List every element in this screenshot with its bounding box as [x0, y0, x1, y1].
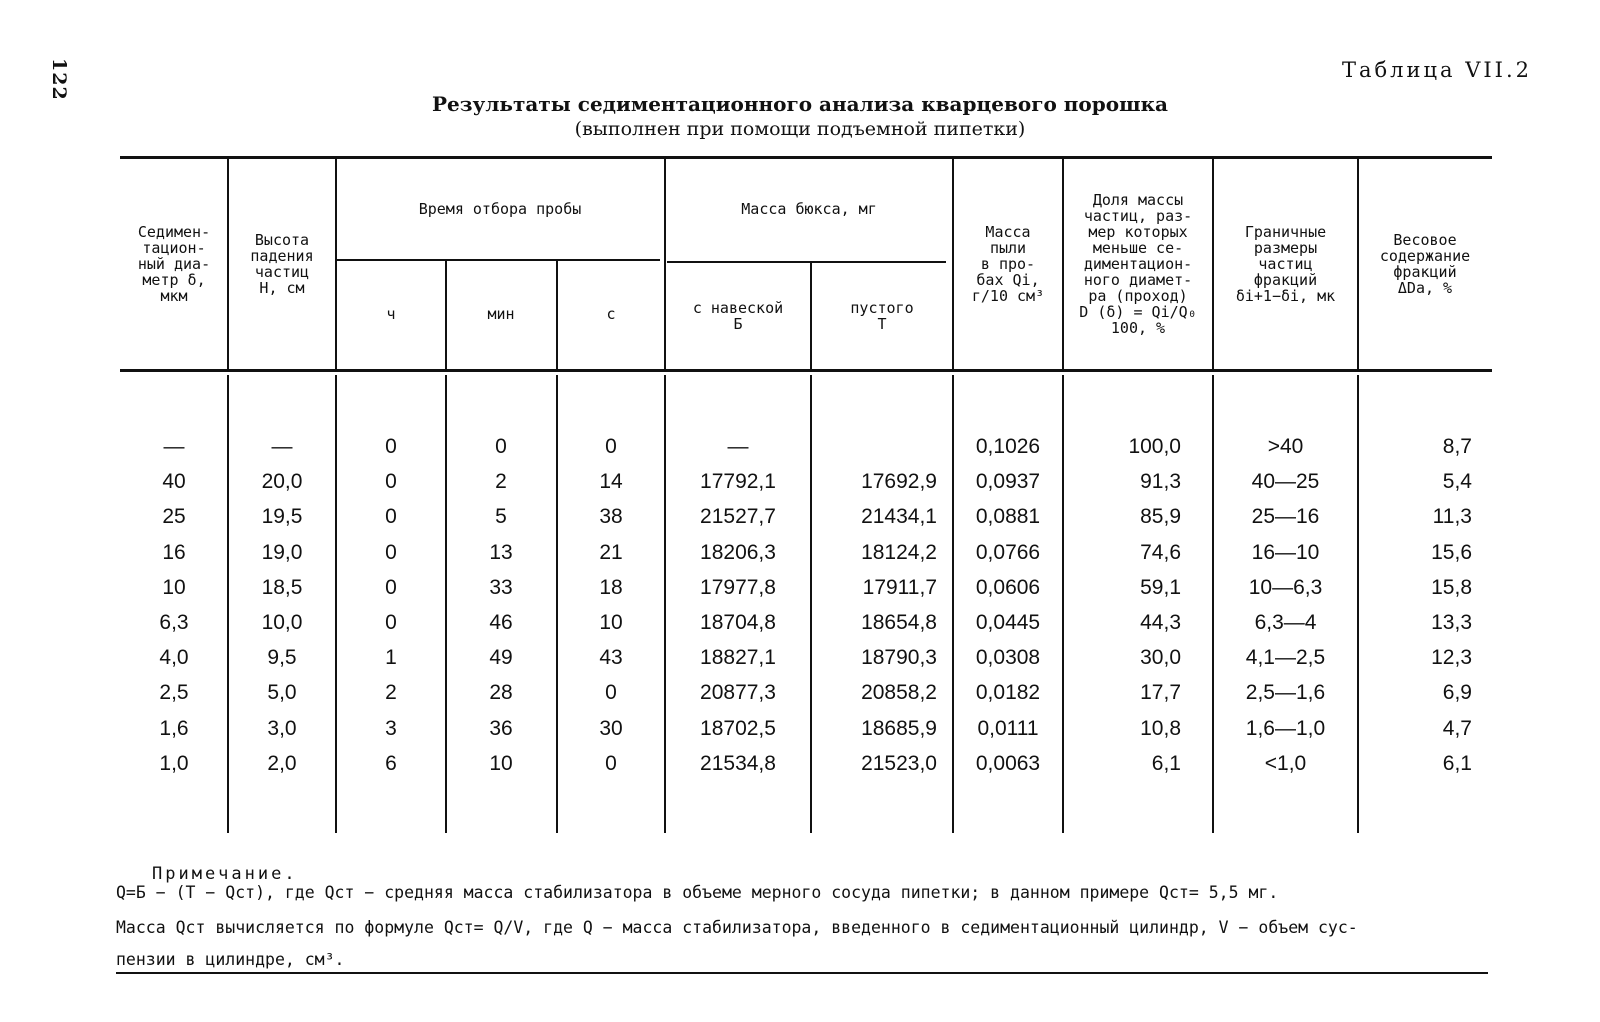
header-weight-content: Весовое содержание фракций ΔDa, % [1379, 231, 1471, 297]
body-divider [952, 375, 954, 833]
cell-minutes: 36 [489, 716, 513, 740]
cell-boundaries: 10—6,3 [1248, 575, 1323, 599]
cell-boundaries: 25—16 [1251, 505, 1320, 529]
cell-height: 10,0 [261, 611, 303, 634]
cell-height: 9,5 [267, 646, 297, 670]
cell-with-sample: 21534,8 [700, 751, 776, 775]
body-divider [1357, 375, 1359, 833]
cell-height: 19,0 [261, 540, 303, 564]
cell-dust-mass: 0,0445 [975, 611, 1041, 634]
cell-boundaries: 2,5—1,6 [1245, 681, 1326, 705]
header-divider [1062, 156, 1064, 369]
cell-diameter: 1,6 [159, 716, 189, 740]
cell-dust-mass: 0,0063 [975, 751, 1041, 775]
cell-dust-mass: 0,0111 [977, 716, 1039, 740]
cell-height: 3,0 [267, 716, 297, 740]
cell-weight-content: 4,7 [1442, 716, 1472, 740]
table-top-rule [120, 156, 1492, 159]
cell-with-sample: 21527,7 [700, 505, 776, 529]
body-divider [1062, 375, 1064, 833]
cell-fraction-share: 85,9 [1140, 505, 1181, 529]
cell-fraction-share: 91,3 [1140, 470, 1181, 494]
cell-boundaries: 6,3—4 [1254, 611, 1317, 634]
cell-minutes: 49 [489, 646, 513, 670]
header-divider [664, 156, 666, 369]
cell-empty: 17911,7 [862, 575, 937, 599]
cell-weight-content: 15,6 [1431, 540, 1472, 564]
body-divider [664, 375, 666, 833]
cell-weight-content: 6,1 [1442, 751, 1472, 775]
cell-empty: 18654,8 [861, 611, 937, 634]
cell-boundaries: 40—25 [1251, 470, 1320, 494]
cell-dust-mass: 0,0766 [975, 540, 1041, 564]
cell-hours: 3 [385, 716, 397, 740]
header-boundaries: Граничные размеры частиц фракций δi+1−δi, мк [1235, 223, 1336, 305]
cell-minutes: 46 [489, 611, 513, 634]
header-divider [952, 156, 954, 369]
cell-dust-mass: 0,0308 [975, 646, 1041, 670]
cell-empty: 21434,1 [861, 505, 937, 529]
header-with-sample: с навеской Б [692, 299, 784, 333]
cell-diameter: 6,3 [159, 611, 189, 634]
header-divider [1357, 156, 1359, 369]
body-divider [810, 375, 812, 833]
mass-group-rule [667, 261, 946, 263]
cell-height: 5,0 [267, 681, 297, 705]
note-line-3: пензии в цилиндре, см³. [116, 950, 345, 969]
cell-boundaries: 16—10 [1251, 540, 1320, 564]
cell-hours: 2 [385, 681, 397, 705]
table-subtitle: (выполнен при помощи подъемной пипетки) [574, 118, 1026, 140]
cell-minutes: 28 [489, 681, 513, 705]
cell-fraction-share: 74,6 [1140, 540, 1181, 564]
header-divider [445, 261, 447, 369]
cell-fraction-share: 100,0 [1128, 435, 1181, 458]
cell-height: — [271, 435, 293, 458]
header-seconds: с [606, 305, 616, 323]
cell-diameter: — [163, 435, 185, 458]
cell-empty: 18124,2 [861, 540, 937, 564]
cell-height: 2,0 [267, 751, 297, 775]
cell-weight-content: 6,9 [1442, 681, 1472, 705]
header-diameter: Седимен- тацион- ный диа- метр δ, мкм [137, 223, 211, 305]
cell-minutes: 10 [489, 751, 513, 775]
cell-with-sample: 17977,8 [700, 575, 776, 599]
header-height: Высота падения частиц H, см [250, 231, 314, 297]
cell-weight-content: 5,4 [1442, 470, 1472, 494]
cell-hours: 1 [385, 646, 397, 670]
cell-diameter: 25 [162, 505, 186, 529]
cell-hours: 0 [385, 470, 397, 494]
cell-fraction-share: 59,1 [1140, 575, 1181, 599]
cell-empty: 17692,9 [861, 470, 937, 494]
cell-minutes: 13 [489, 540, 513, 564]
cell-boundaries: <1,0 [1264, 751, 1307, 775]
table-bottom-rule [116, 972, 1488, 974]
body-divider [556, 375, 558, 833]
table-label: Таблица VII.2 [1342, 58, 1532, 82]
cell-dust-mass: 0,0881 [975, 505, 1041, 529]
cell-seconds: 0 [605, 751, 617, 775]
cell-fraction-share: 6,1 [1151, 751, 1181, 775]
cell-dust-mass: 0,0182 [975, 681, 1041, 705]
header-empty: пустого Т [850, 299, 914, 333]
cell-fraction-share: 30,0 [1140, 646, 1181, 670]
cell-seconds: 0 [605, 435, 617, 458]
cell-empty: 18685,9 [861, 716, 937, 740]
cell-fraction-share: 10,8 [1140, 716, 1181, 740]
cell-diameter: 1,0 [159, 751, 189, 775]
cell-dust-mass: 0,1026 [975, 435, 1041, 458]
cell-diameter: 2,5 [159, 681, 189, 705]
header-fraction-share: Доля массы частиц, раз- мер которых меньше се- диментацион- ного диамет- ра (проход) D (δ) = Qi/Q₀ 100, % [1079, 191, 1197, 337]
cell-weight-content: 15,8 [1431, 575, 1472, 599]
cell-seconds: 14 [599, 470, 623, 494]
cell-hours: 0 [385, 505, 397, 529]
time-group-rule [337, 259, 660, 261]
cell-hours: 0 [385, 540, 397, 564]
body-divider [1212, 375, 1214, 833]
header-divider [1212, 156, 1214, 369]
cell-dust-mass: 0,0606 [975, 575, 1041, 599]
cell-hours: 0 [385, 575, 397, 599]
cell-empty: 21523,0 [861, 751, 937, 775]
cell-seconds: 43 [599, 646, 623, 670]
cell-height: 20,0 [261, 470, 303, 494]
cell-with-sample: 18704,8 [700, 611, 776, 634]
cell-minutes: 0 [495, 435, 507, 458]
cell-minutes: 33 [489, 575, 513, 599]
header-divider [810, 263, 812, 369]
cell-weight-content: 12,3 [1431, 646, 1472, 670]
cell-with-sample: 18827,1 [700, 646, 776, 670]
cell-seconds: 10 [599, 611, 623, 634]
cell-weight-content: 8,7 [1442, 435, 1472, 458]
cell-boundaries: 4,1—2,5 [1245, 646, 1326, 670]
cell-seconds: 21 [599, 540, 623, 564]
cell-empty: 18790,3 [861, 646, 937, 670]
cell-with-sample: 18206,3 [700, 540, 776, 564]
cell-hours: 0 [385, 435, 397, 458]
body-divider [445, 375, 447, 833]
header-divider [227, 156, 229, 369]
cell-hours: 6 [385, 751, 397, 775]
table-title: Результаты седиментационного анализа кварцевого порошка [432, 92, 1168, 116]
cell-diameter: 10 [162, 575, 186, 599]
cell-fraction-share: 17,7 [1140, 681, 1181, 705]
cell-hours: 0 [385, 611, 397, 634]
header-hours: ч [386, 305, 396, 323]
cell-height: 19,5 [261, 505, 303, 529]
header-bottom-rule [120, 369, 1492, 372]
cell-diameter: 40 [162, 470, 186, 494]
cell-weight-content: 13,3 [1431, 611, 1472, 634]
header-mass-group: Масса бюкса, мг [741, 200, 877, 218]
body-divider [335, 375, 337, 833]
cell-dust-mass: 0,0937 [975, 470, 1041, 494]
cell-with-sample: 20877,3 [700, 681, 776, 705]
header-dust-mass: Масса пыли в про- бах Qi, г/10 см³ [971, 223, 1045, 305]
cell-boundaries: >40 [1267, 435, 1304, 458]
header-divider [335, 156, 337, 369]
header-time-group: Время отбора пробы [418, 200, 582, 218]
cell-minutes: 5 [495, 505, 507, 529]
cell-boundaries: 1,6—1,0 [1245, 716, 1326, 740]
cell-with-sample: 18702,5 [700, 716, 776, 740]
header-minutes: мин [487, 305, 515, 323]
page-number: 122 [48, 58, 70, 101]
cell-diameter: 4,0 [159, 646, 189, 670]
cell-empty: 20858,2 [861, 681, 937, 705]
note-line-2: Масса Qст вычисляется по формуле Qст= Q/V, где Q − масса стабилизатора, введенного в седиментационный цилиндр, V − объем сус- [116, 918, 1358, 937]
cell-seconds: 30 [599, 716, 623, 740]
body-divider [227, 375, 229, 833]
note-line-1: Q=Б − (Т − Qст), где Qст − средняя масса стабилизатора в объеме мерного сосуда пипетки; в данном примере Qст= 5,5 мг. [116, 883, 1279, 902]
cell-weight-content: 11,3 [1432, 505, 1472, 529]
cell-empty [813, 432, 937, 462]
header-divider [556, 261, 558, 369]
cell-minutes: 2 [495, 470, 507, 494]
cell-with-sample: — [727, 435, 749, 458]
cell-fraction-share: 44,3 [1140, 611, 1181, 634]
cell-seconds: 18 [599, 575, 623, 599]
cell-with-sample: 17792,1 [700, 470, 776, 494]
cell-diameter: 16 [162, 540, 186, 564]
cell-height: 18,5 [261, 575, 303, 599]
note-title: Примечание. [152, 864, 298, 884]
cell-seconds: 0 [605, 681, 617, 705]
cell-seconds: 38 [599, 505, 623, 529]
